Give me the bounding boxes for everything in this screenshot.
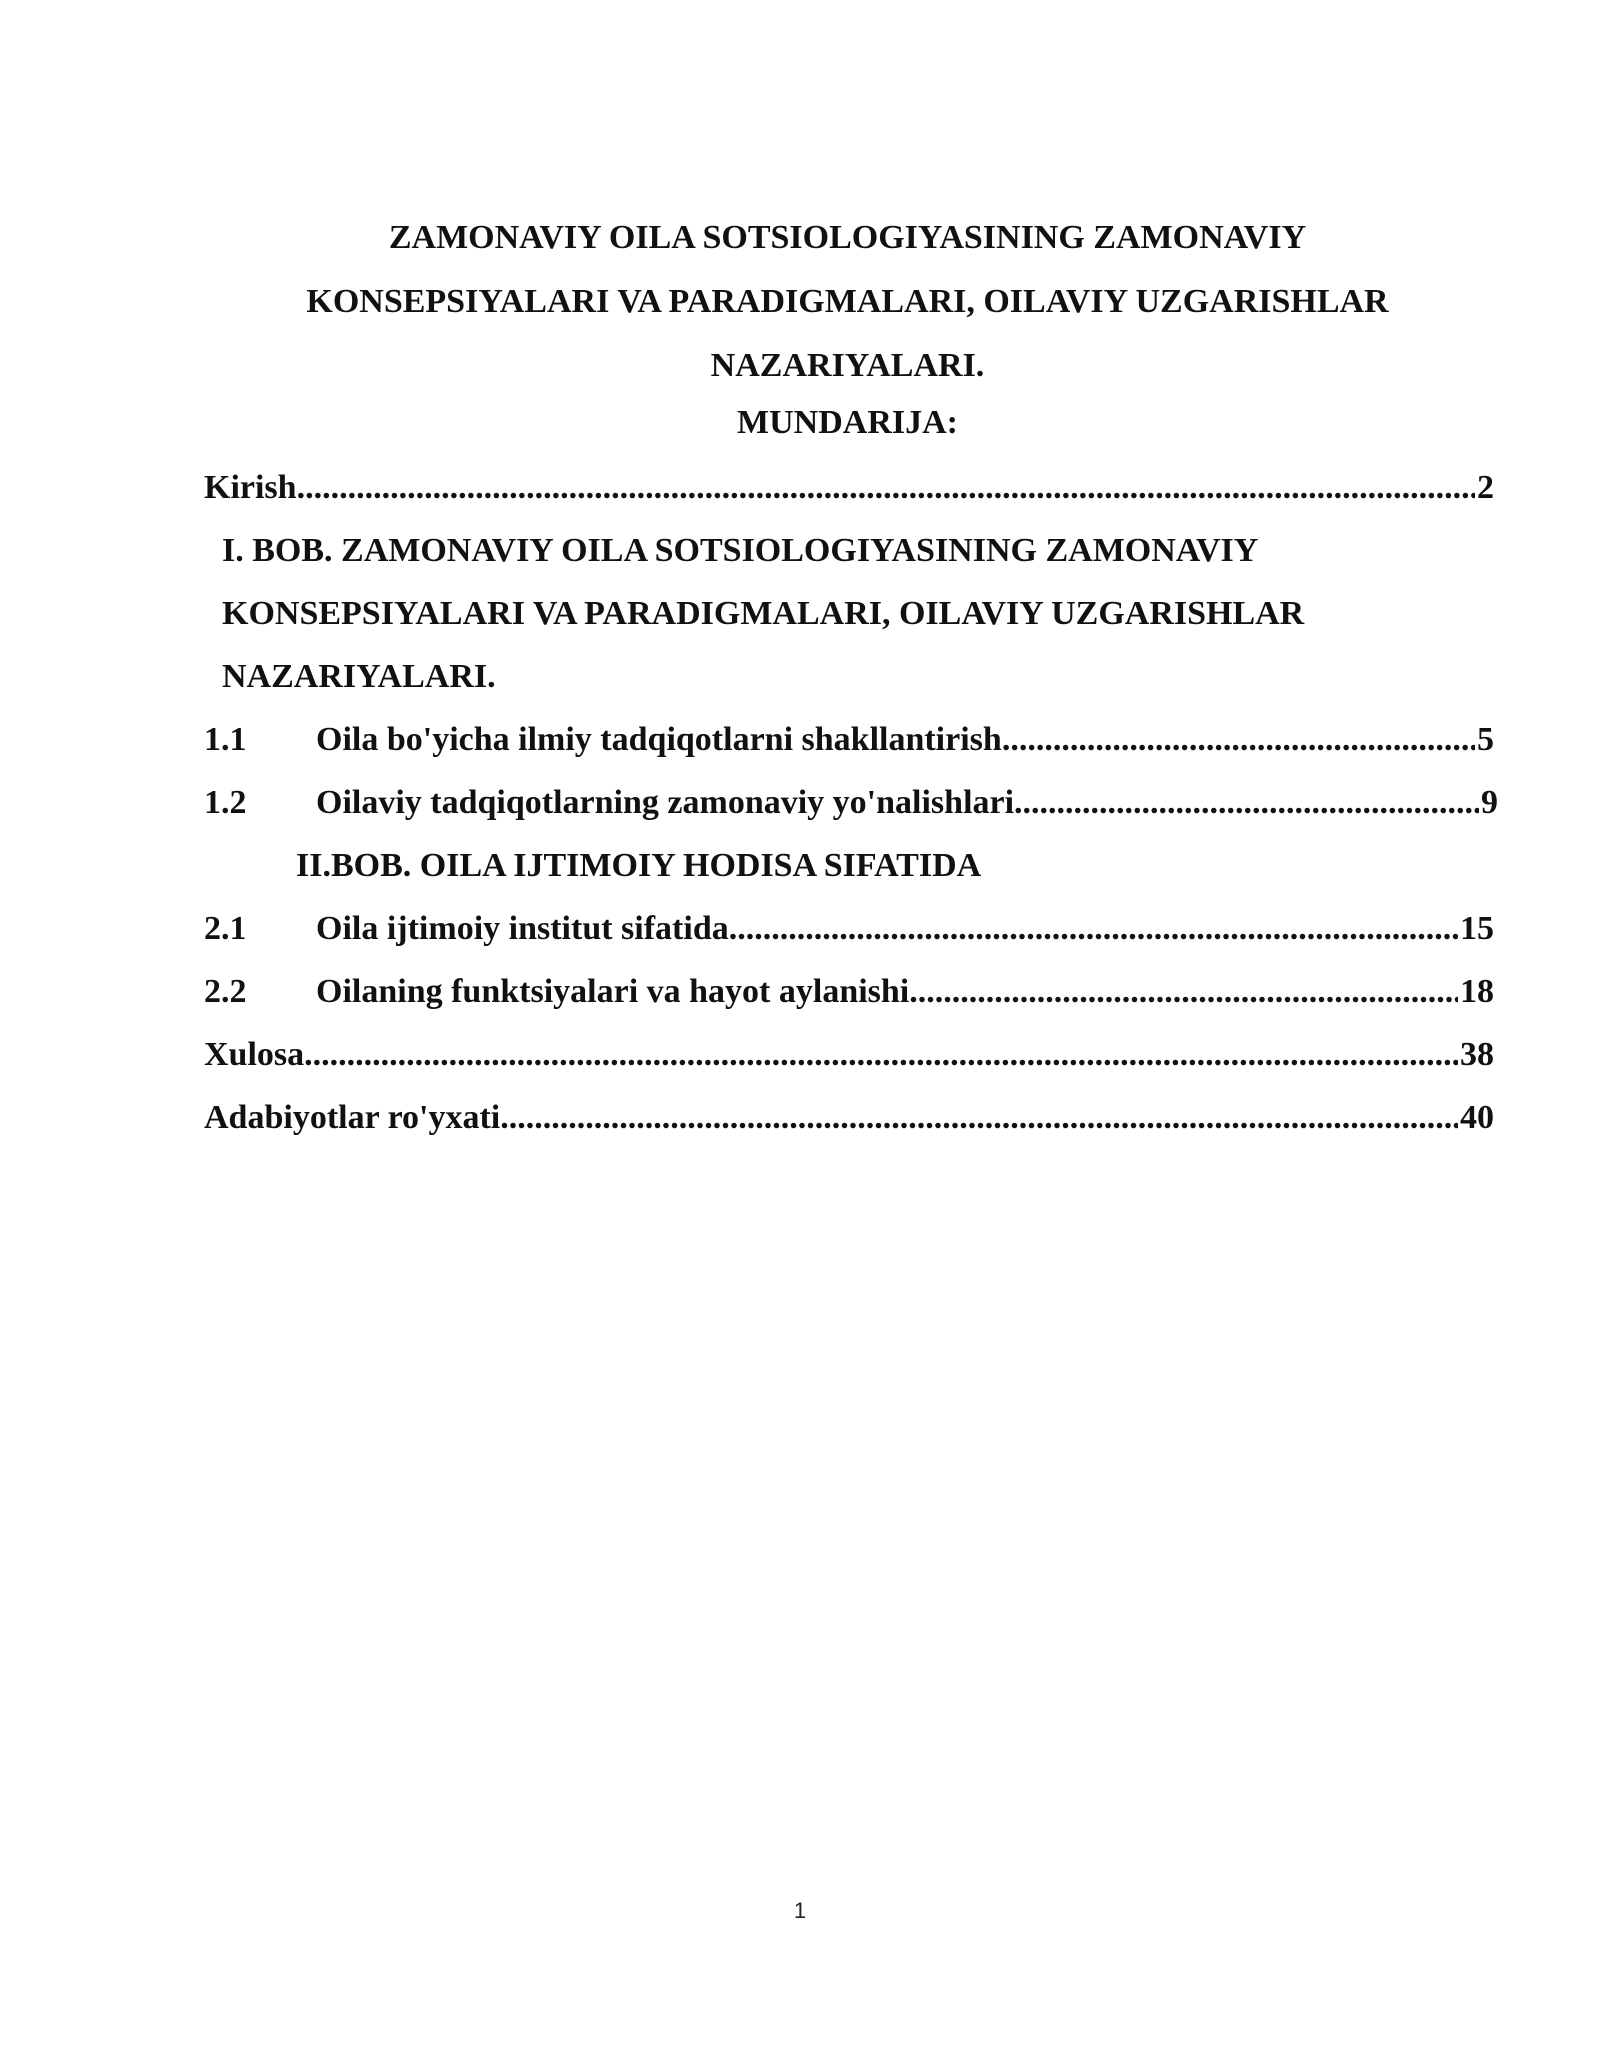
toc-entry-number: 1.1 — [204, 721, 247, 758]
dot-leader — [297, 456, 1475, 519]
dot-leader — [500, 1086, 1458, 1149]
toc-entry-page: 15 — [1460, 910, 1494, 947]
toc-entry-page: 40 — [1460, 1099, 1494, 1136]
toc-entry-label: Oila ijtimoiy institut sifatida — [316, 910, 729, 947]
table-of-contents — [204, 456, 1498, 1149]
toc-entry-intro[interactable] — [204, 456, 1494, 519]
toc-chapter-2[interactable] — [204, 834, 1494, 897]
dot-leader — [729, 897, 1458, 960]
chapter-2-title: II.BOB. OILA IJTIMOIY HODISA SIFATIDA — [296, 847, 982, 884]
toc-entry-references[interactable] — [204, 1086, 1494, 1149]
toc-entry-1-2[interactable] — [204, 771, 1498, 834]
toc-entry-label: Xulosa — [204, 1036, 305, 1073]
toc-chapter-1-cont — [204, 582, 1494, 645]
toc-entry-label: Adabiyotlar ro'yxati — [204, 1099, 501, 1136]
toc-entry-1-1[interactable] — [204, 708, 1494, 771]
dot-leader — [1002, 708, 1475, 771]
chapter-1-line-3: NAZARIYALARI. — [222, 658, 496, 695]
page-number: 1 — [793, 1898, 807, 1923]
toc-entry-page: 18 — [1460, 973, 1494, 1010]
toc-entry-number: 2.2 — [204, 973, 247, 1010]
title-line-2: KONSEPSIYALARI VA PARADIGMALARI, OILAVIY UZGARISHLAR — [306, 283, 1389, 320]
toc-entry-page: 38 — [1460, 1036, 1494, 1073]
toc-entry-label: Oilaviy tadqiqotlarning zamonaviy yo'nalishlari — [316, 784, 1015, 821]
chapter-1-line-1: I. BOB. ZAMONAVIY OILA SOTSIOLOGIYASINING ZAMONAVIY — [222, 532, 1259, 569]
dot-leader — [909, 960, 1458, 1023]
toc-chapter-1-cont — [204, 645, 1494, 708]
title-line-1: ZAMONAVIY OILA SOTSIOLOGIYASINING ZAMONAVIY — [388, 219, 1307, 256]
document-title — [230, 206, 1465, 398]
toc-entry-2-2[interactable] — [204, 960, 1494, 1023]
dot-leader — [1014, 771, 1479, 834]
toc-entry-2-1[interactable] — [204, 897, 1494, 960]
toc-entry-page: 9 — [1481, 784, 1498, 821]
toc-entry-number: 2.1 — [204, 910, 247, 947]
toc-chapter-1[interactable] — [204, 519, 1494, 582]
toc-entry-page: 2 — [1477, 469, 1494, 506]
dot-leader — [304, 1023, 1458, 1086]
toc-entry-label: Kirish — [204, 469, 297, 506]
title-line-3: NAZARIYALARI. — [710, 347, 985, 384]
chapter-1-line-2: KONSEPSIYALARI VA PARADIGMALARI, OILAVIY UZGARISHLAR — [222, 595, 1305, 632]
toc-entry-label: Oila bo'yicha ilmiy tadqiqotlarni shakllantirish — [316, 721, 1002, 758]
toc-entry-number: 1.2 — [204, 784, 247, 821]
toc-entry-page: 5 — [1477, 721, 1494, 758]
toc-entry-conclusion[interactable] — [204, 1023, 1494, 1086]
toc-heading: MUNDARIJA: — [737, 404, 958, 441]
toc-entry-label: Oilaning funktsiyalari va hayot aylanishi — [316, 973, 910, 1010]
